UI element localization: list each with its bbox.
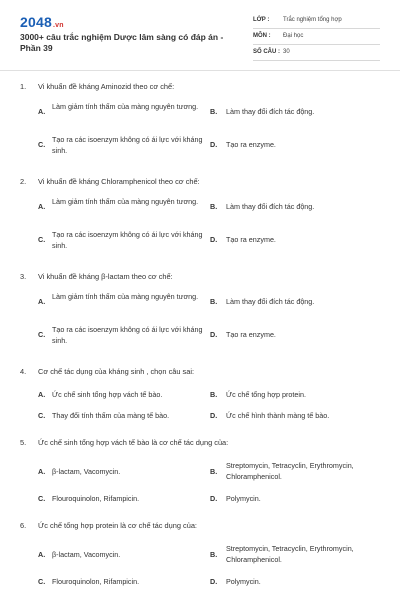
meta-count-row: [253, 46, 380, 61]
question-stem: 2. Vi khuẩn đề kháng Chloramphenicol theo cơ chế:: [20, 177, 200, 186]
logo-tld: .vn: [52, 22, 64, 29]
logo-text: 2048: [20, 14, 52, 30]
question-stem: 1. Vi khuẩn đề kháng Aminozid theo cơ chế:: [20, 82, 175, 91]
meta-count-key: SỐ CÂU :: [253, 49, 280, 55]
meta-class-value: Trắc nghiệm tổng hợp: [283, 17, 342, 23]
meta-count-value: 30: [283, 49, 290, 55]
question-stem: 3. Vi khuẩn đề kháng β-lactam theo cơ chế:: [20, 272, 173, 281]
question-stem: 4. Cơ chế tác dụng của kháng sinh , chọn câu sai:: [20, 367, 195, 376]
question-stem: 6. Ức chế tổng hợp protein là cơ chế tác dụng của:: [20, 521, 197, 530]
quiz-page: 2048.vn 3000+ câu trắc nghiệm Dược lâm sàng có đáp án - Phần 39 LỚP : Trắc nghiệm tổng hợp MÔN : Đại học SỐ CÂU : 30 1. Vi khuẩn đề kháng Aminozid theo cơ chế: A. Làm giảm tính thấm của màng nguyên tương. B. Làm thay đổi đích tác động. C. Tạo ra các isoenzym không có ái lực với kháng sinh. D. Tạo ra enzyme. 2. Vi khuẩn đề kháng Chloramphenicol theo cơ chế: A. Làm giảm tính thấm của màng nguyên tương. B. Làm thay đổi đích tác động. C. Tạo ra các isoenzym không có ái lực với kháng sinh. D. Tạo ra enzyme. 3. Vi khuẩn đề kháng β-lactam theo cơ chế: A. Làm giảm tính thấm của màng nguyên tương. B. Làm thay đổi đích tác động. C. Tạo ra các isoenzym không có ái lực với kháng sinh. D. Tạo ra enzyme. 4. Cơ chế tác dụng của kháng sinh , chọn câu sai: A. Ức chế sinh tổng hợp vách tế bào. B. Ức chế tổng hợp protein. C. Thay đổi tính thấm của màng tế bào. D. Ức chế hình thành màng tế bào. 5. Ức chế sinh tổng hợp vách tế bào là cơ chế tác dụng của: A. β-lactam, Vacomycin. B. Streptomycin, Tetracyclin, Erythromycin, Chloramphenicol. C. Flouroquinolon, Rifampicin. D. Polymycin. 6. Ức chế tổng hợp protein là cơ chế tác dụng của: A. β-lactam, Vacomycin. B. Streptomycin, Tetracyclin, Erythromycin, Chloramphenicol. C. Flouroquinolon, Rifampicin. D. Polymycin.: [0, 0, 400, 600]
question-stem: 5. Ức chế sinh tổng hợp vách tế bào là cơ chế tác dụng của:: [20, 438, 229, 447]
meta-subject-key: MÔN :: [253, 33, 271, 39]
header-divider: [0, 70, 400, 71]
meta-subject-value: Đại học: [283, 33, 304, 39]
meta-class-row: [253, 14, 380, 29]
page-header: [0, 0, 400, 72]
meta-class-key: LỚP :: [253, 17, 270, 23]
site-logo[interactable]: [20, 14, 64, 30]
page-title: 3000+ câu trắc nghiệm Dược lâm sàng có đáp án - Phần 39: [20, 32, 224, 53]
meta-subject-row: [253, 30, 380, 45]
